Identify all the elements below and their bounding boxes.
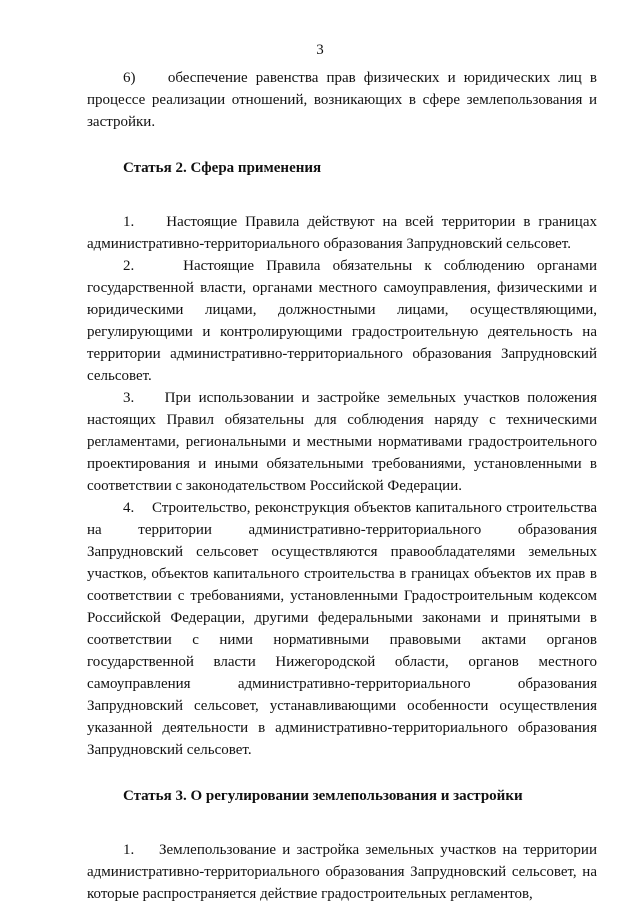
- article-3-paragraph-1: 1. Землепользование и застройка земельных участков на территории административно-территориального образования Запрудновский сельсовет, на которые распространяется действие градостроительных регламентов,: [87, 842, 597, 902]
- article-2-paragraph-4: 4. Строительство, реконструкция объектов капитального строительства на территории административно-территориального образования Запрудновский сельсовет осуществляются правообладателями земельных участков, объектов капитального строительства в границах объектов их прав в соответствии с требованиями, установленными Градостроительным кодексом Российской Федерации, другими федеральными законами и принятыми в соответствии с ними нормативными правовыми актами органов государственной власти Нижегородской области, органов местного самоуправления административно-территориального образования Запрудновский сельсовет, устанавливающими особенности осуществления указанной деятельности в административно-территориального образования Запрудновский сельсовет.: [87, 500, 597, 758]
- article-3-heading: Статья 3. О регулировании землепользования и застройки: [123, 788, 523, 804]
- article-2-paragraph-3: 3. При использовании и застройке земельных участков положения настоящих Правил обязательны для соблюдения наряду с техническими регламентами, региональными и местными нормативами градостроительного проектирования и иными обязательными требованиями, установленными в соответствии с законодательством Российской Федерации.: [87, 390, 597, 494]
- article-2-heading: Статья 2. Сфера применения: [123, 160, 322, 176]
- document-body: [87, 66, 597, 905]
- page-number: 3: [316, 42, 324, 58]
- article-2-paragraph-1: 1. Настоящие Правила действуют на всей территории в границах административно-территориального образования Запрудновский сельсовет.: [87, 214, 597, 252]
- list-item-6: 6) обеспечение равенства прав физических и юридических лиц в процессе реализации отношений, возникающих в сфере землепользования и застройки.: [87, 70, 597, 130]
- spacer: [87, 761, 597, 785]
- article-2-paragraph-2: 2. Настоящие Правила обязательны к соблюдению органами государственной власти, органами местного самоуправления, физическими и юридическими лицами, должностными лицами, осуществляющими, регулирующими и контролирующими градостроительную деятельность на территории административно-территориального образования Запрудновский сельсовет.: [87, 258, 597, 384]
- spacer: [87, 807, 597, 839]
- spacer: [87, 179, 597, 211]
- spacer: [87, 133, 597, 157]
